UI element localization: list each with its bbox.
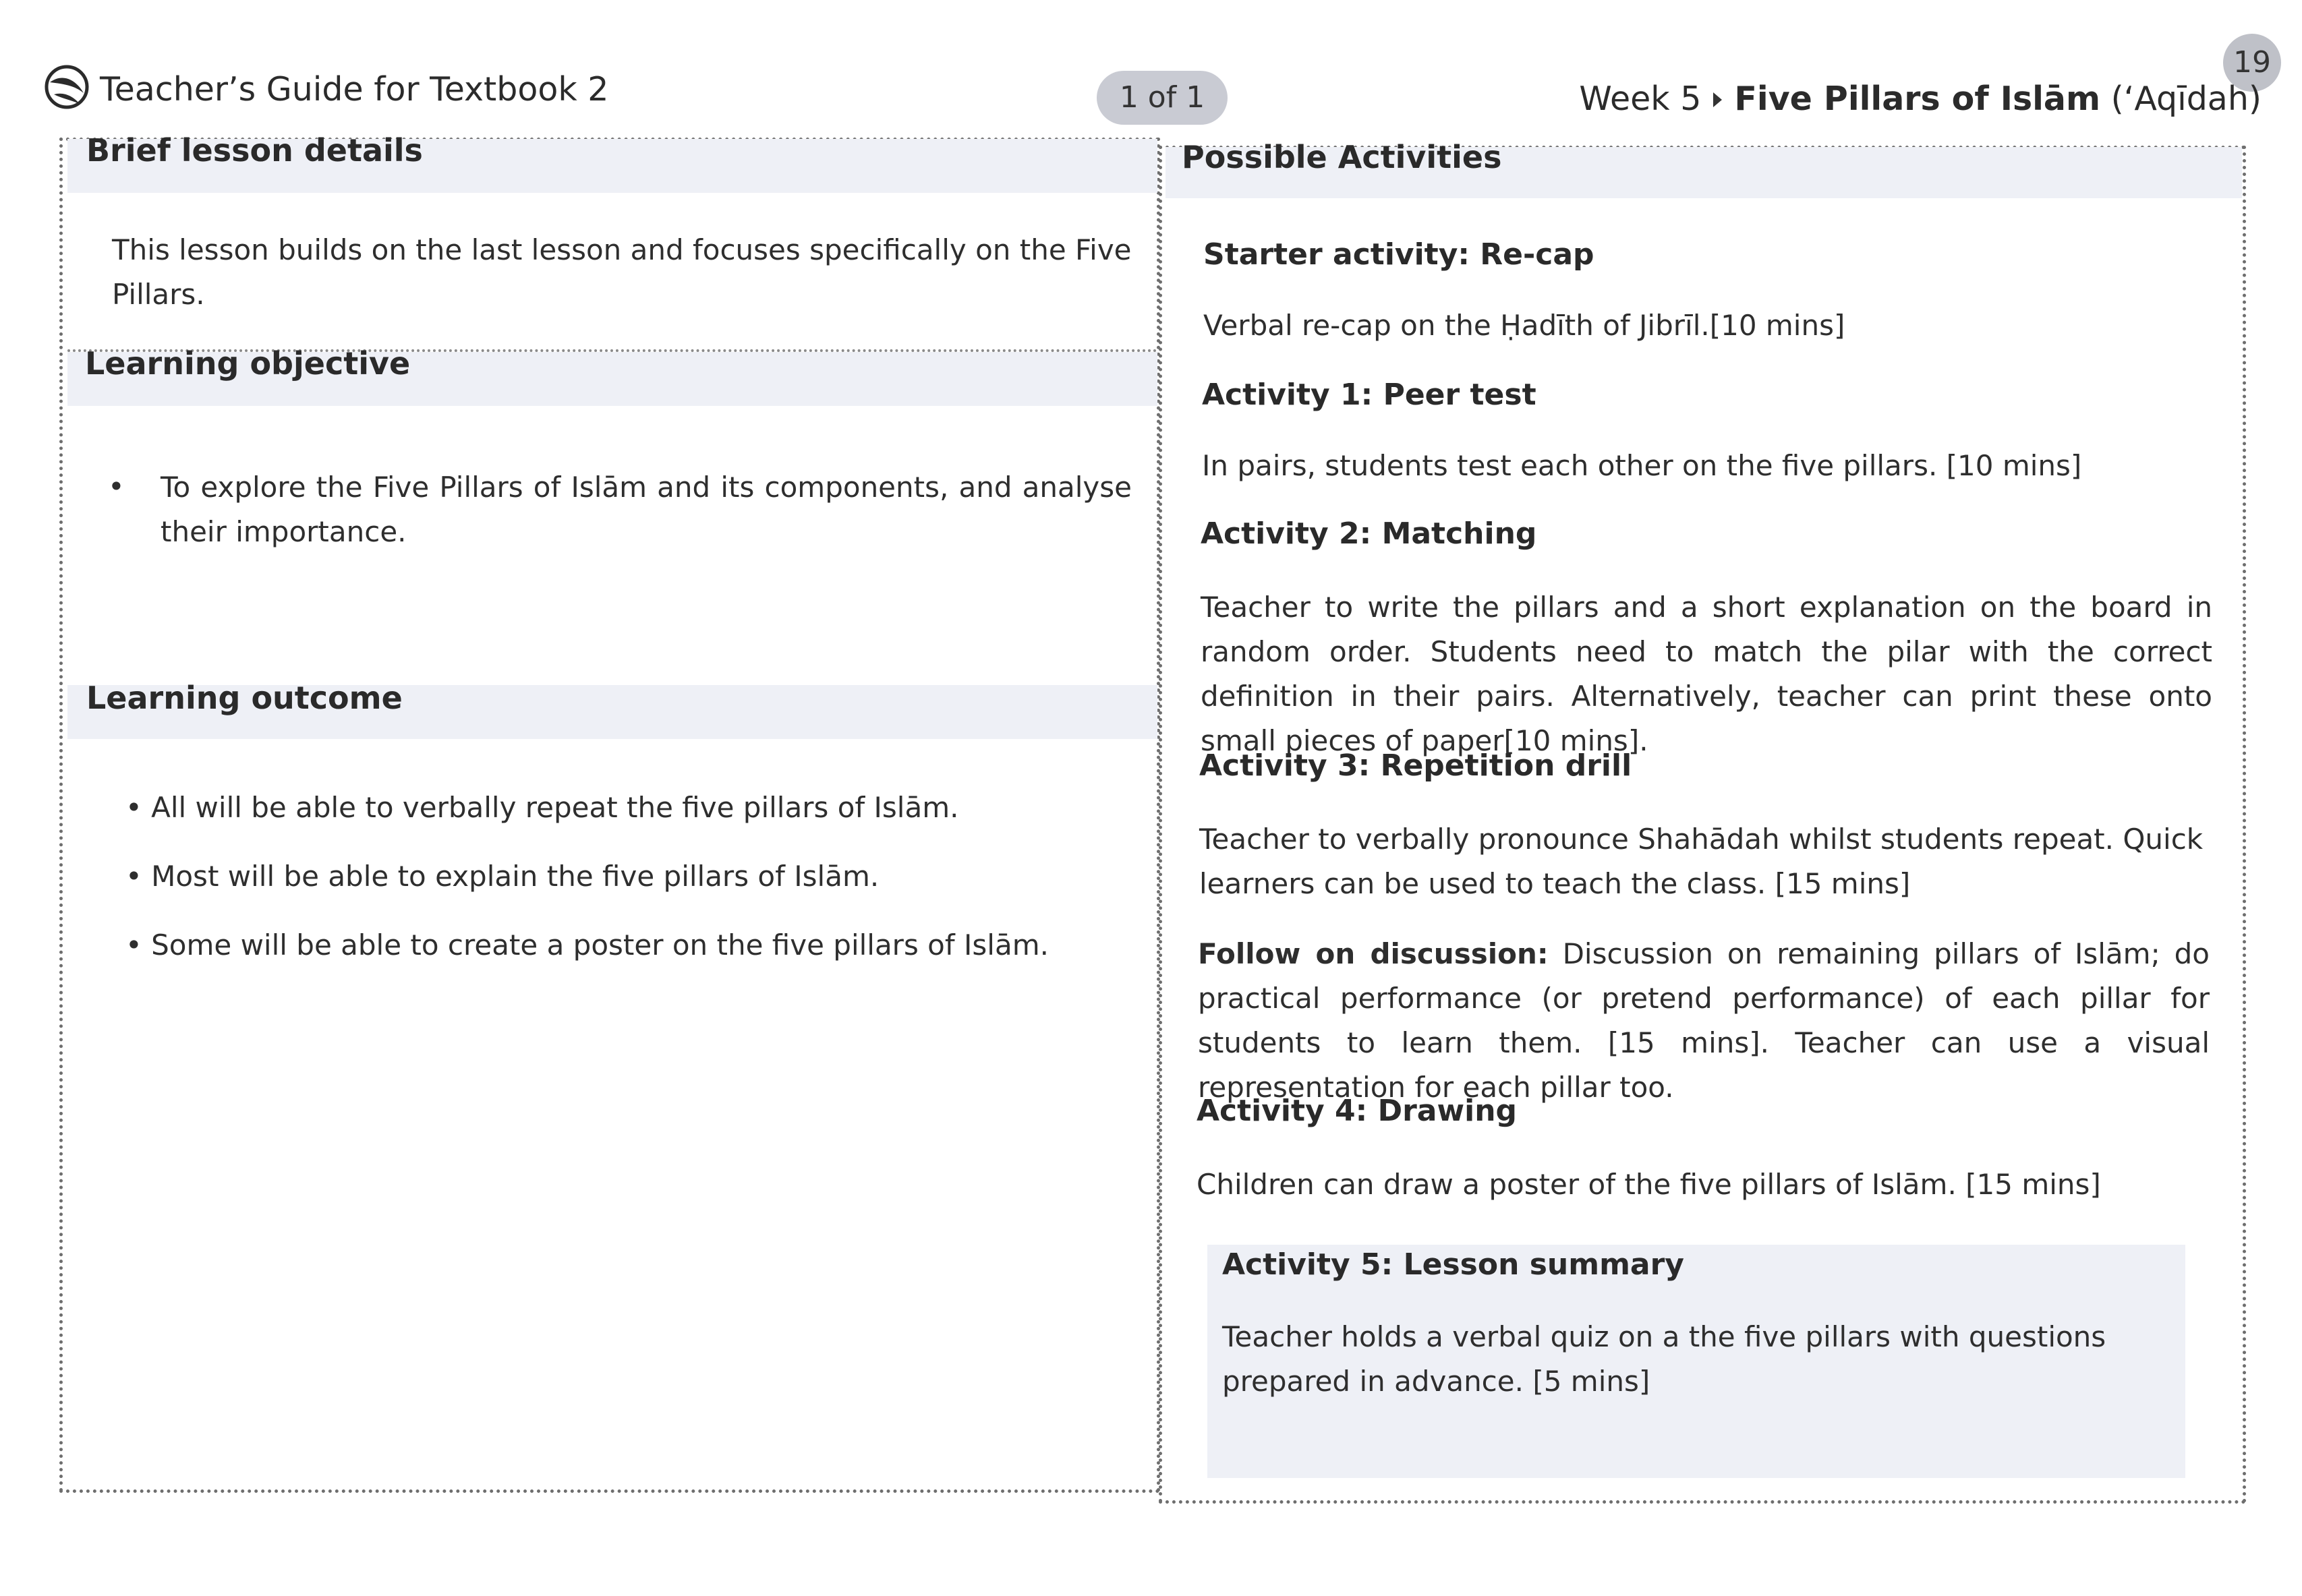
activity3-title: Activity 3: Repetition drill (1199, 748, 1632, 783)
activity1-text: In pairs, students test each other on the five pillars. [10 mins] (1202, 449, 2082, 482)
starter-text: Verbal re-cap on the Ḥadīth of Jibrīl.[10 mins] (1203, 309, 1845, 342)
outcome-heading: Learning outcome (86, 680, 403, 716)
activity2-text: Teacher to write the pillars and a short explanation on the board in random order. Students need to match the pilar with the correct definition in their pairs. Alternatively, teacher can print these onto small pieces of paper[10 mins]. (1201, 591, 2212, 757)
breadcrumb-week: Week 5 (1579, 80, 1702, 118)
publisher-logo-icon (45, 65, 89, 109)
page-pager[interactable]: 1 of 1 (1097, 71, 1228, 125)
outcome-item: • All will be able to verbally repeat the five pillars of Islām. (125, 791, 959, 824)
follow-on-discussion (1198, 932, 2210, 1110)
objective-heading: Learning objective (85, 345, 411, 382)
follow-on-text: Discussion on remaining pillars of Islām; do practical performance (or pretend performance) of each pillar for students to learn them. [15 mins]. Teacher can use a visual representation for each pillar too. (1198, 937, 2210, 1104)
activity4-text: Children can draw a poster of the five pillars of Islām. [15 mins] (1197, 1168, 2101, 1201)
chevron-right-icon (1713, 92, 1722, 107)
starter-title: Starter activity: Re-cap (1203, 237, 1594, 272)
breadcrumb-category: (‘Aqīdah) (2110, 80, 2262, 118)
objective-bullet: • (108, 470, 125, 503)
breadcrumb-topic: Five Pillars of Islām (1734, 80, 2101, 118)
outcome-item: • Most will be able to explain the five pillars of Islām. (125, 860, 880, 893)
brief-heading: Brief lesson details (86, 132, 423, 169)
objective-text: To explore the Five Pillars of Islām and its components, and analyse their importance. (161, 471, 1132, 548)
page-number-badge: 19 (2223, 34, 2281, 92)
brief-text: This lesson builds on the last lesson and focuses specifically on the Five Pillars. (112, 233, 1132, 311)
activity4-title: Activity 4: Drawing (1197, 1094, 1518, 1128)
activity2-title: Activity 2: Matching (1201, 516, 1537, 551)
activity5-text: Teacher holds a verbal quiz on a the five pillars with questions prepared in advance. [5 mins] (1222, 1320, 2106, 1398)
follow-on-label: Follow on discussion: (1198, 937, 1549, 970)
activity3-text: Teacher to verbally pronounce Shahādah whilst students repeat. Quick learners can be used to teach the class. [15 mins] (1199, 823, 2204, 900)
outcome-item: • Some will be able to create a poster on the five pillars of Islām. (125, 928, 1049, 962)
activities-heading: Possible Activities (1182, 139, 1502, 175)
guide-title: Teacher’s Guide for Textbook 2 (100, 70, 609, 109)
breadcrumb (1579, 80, 2262, 118)
activity5-title: Activity 5: Lesson summary (1222, 1247, 1684, 1282)
activity1-title: Activity 1: Peer test (1202, 378, 1536, 412)
